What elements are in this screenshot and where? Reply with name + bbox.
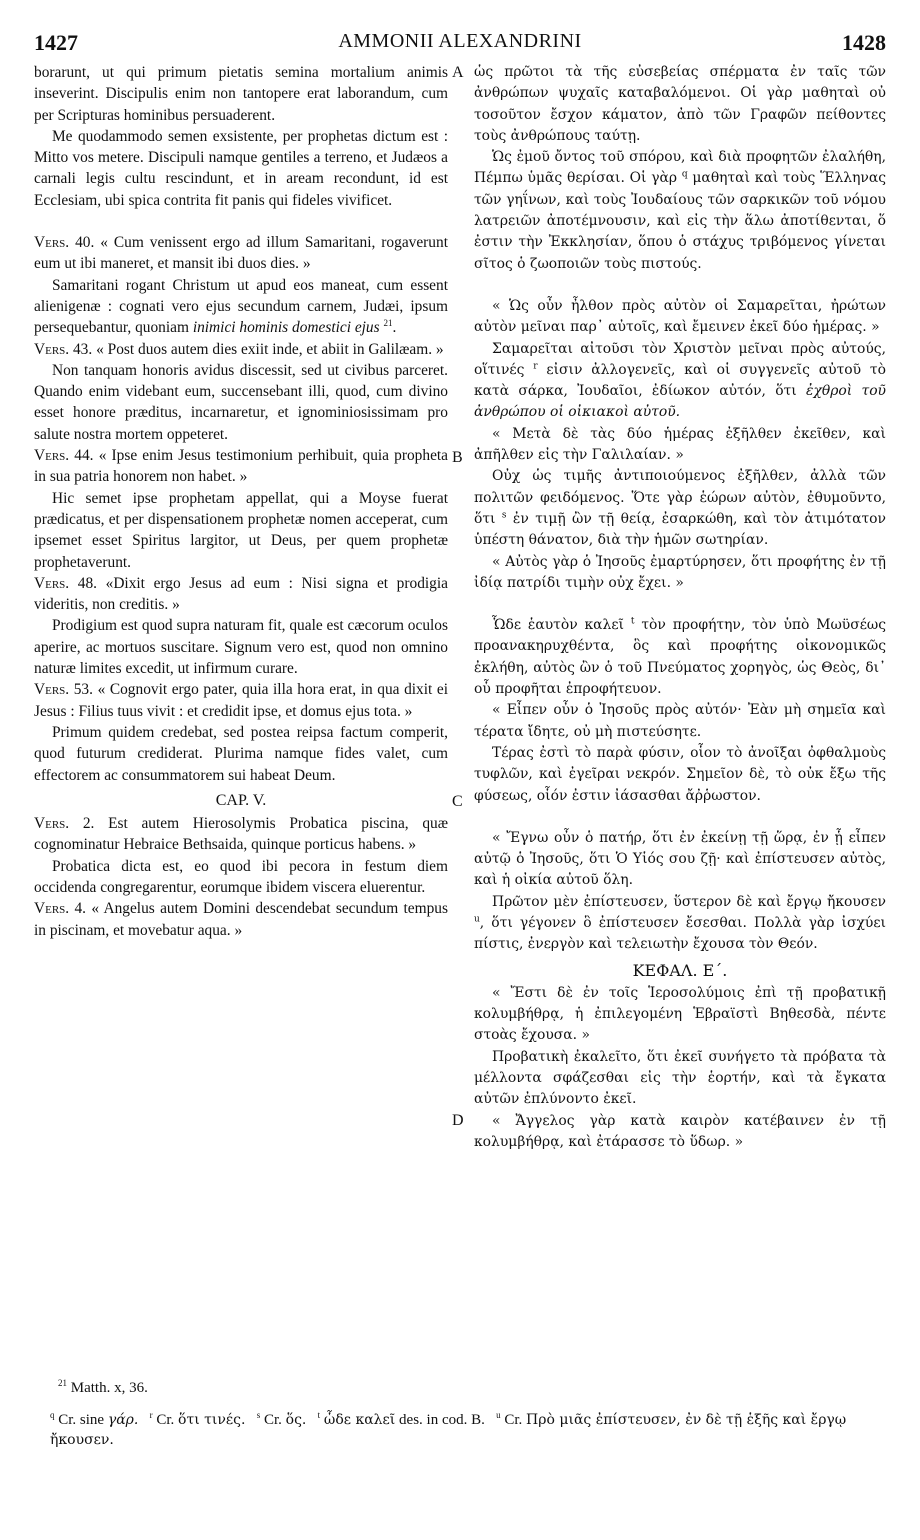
greek-paragraph xyxy=(474,339,886,424)
footnote-scripture xyxy=(58,1380,148,1397)
chapter-heading: CAP. V. xyxy=(215,791,267,809)
paragraph-text: Σαμαρεῖται αἰτοῦσι τὸν Χριστὸν μεῖναι πρὸς αὐτούς, οἵτινές xyxy=(474,340,886,378)
greek-column xyxy=(474,62,886,1153)
paragraph-text: Ὧδε ἑαυτὸν καλεῖ xyxy=(492,617,625,634)
latin-column xyxy=(34,62,448,941)
variant-mark: t xyxy=(317,1410,321,1420)
footnote-ref: t xyxy=(630,616,635,627)
variant-greek: ὧδε καλεῖ xyxy=(323,1412,396,1428)
paragraph-text: Οὐχ ὡς τιμῆς ἀντιποιούμενος ἐξῆλθεν, ἀλλὰ τῶν πολιτῶν φειδόμενος. Ὅτε γὰρ ἑώρων αὐτὸν, ἐθυμοῦντο, ὅτι xyxy=(474,468,886,527)
latin-paragraph: Non tanquam honoris avidus discessit, sed ut civibus parceret. Quando enim videbant eum, succensebant illi, quod, cum divino esset honore præditus, incarnaretur, et ignominiosissimam pro salute nostra mortem oppeteret. xyxy=(34,361,448,443)
variant-latin: Cr. xyxy=(156,1412,175,1428)
variant-item xyxy=(50,1412,138,1428)
verse-text: « Cognovit ergo pater, quia illa hora erat, in qua dixit ei Jesus : Filius tuus vivit : et credidit ipse, et domus ejus tota. » xyxy=(34,681,448,720)
greek-verse: « Μετὰ δὲ τὰς δύο ἡμέρας ἐξῆλθεν ἐκεῖθεν, καὶ ἀπῆλθεν εἰς τὴν Γαλιλαίαν. » xyxy=(474,425,886,464)
greek-verse: « Ἄγγελος γὰρ κατὰ καιρὸν κατέβαινεν ἐν τῇ κολυμβήθρᾳ, καὶ ἐτάρασσε τὸ ὕδωρ. » xyxy=(474,1112,886,1150)
greek-paragraph xyxy=(474,615,886,700)
latin-paragraph: Hic semet ipse prophetam appellat, qui a Moyse fuerat prædicatus, et per dispensationem prophetæ nomen acceperat, cum ipsemet esset Spiritus largitor, ut Deus, per quem prophetæ prophetaverunt. xyxy=(34,489,448,571)
footnote-number: 21 xyxy=(58,1378,67,1388)
paragraph-text: τὸν προφήτην, τὸν ὑπὸ Μωϋσέως προανακηρυχθέντα, ὃς καὶ προφήτης οἰκονομικῶς ἐκλήθη, αὐτὸς ὢν ὁ τοῦ Πνεύματος χορηγὸς, ὡς Θεὸς, δι᾽ οὗ προφῆται ἐπροφήτευον. xyxy=(474,617,887,698)
verse-label: Vers. 2. xyxy=(34,815,95,833)
paragraph-text: Πρῶτον μὲν ἐπίστευσεν, ὕστερον δὲ καὶ ἔργῳ ἤκουσεν xyxy=(492,893,886,910)
variant-mark: u xyxy=(496,1410,501,1420)
variant-greek: ὅς. xyxy=(285,1412,307,1428)
variant-mark: r xyxy=(149,1410,153,1420)
variant-mark: s xyxy=(256,1410,261,1420)
latin-verse xyxy=(34,445,448,488)
running-title: AMMONII ALEXANDRINI xyxy=(338,30,582,52)
footnote-ref: q xyxy=(681,169,688,180)
page-number-right: 1428 xyxy=(842,30,886,55)
latin-paragraph: Primum quidem credebat, sed postea reipsa factum comperit, quod futurum crediderat. Plurima namque fides valet, cum effectorem ac consummatorem sui habeat Deum. xyxy=(34,723,448,784)
greek-verse: « Ἔγνω οὖν ὁ πατήρ, ὅτι ἐν ἐκείνῃ τῇ ὥρᾳ, ἐν ᾗ εἶπεν αὐτῷ ὁ Ἰησοῦς, ὅτι Ὁ Υἱός σου ζῇ· καὶ ἐπίστευσεν αὐτὸς, καὶ ἡ οἰκία αὐτοῦ ὅλη. xyxy=(474,829,886,889)
italic-quote: ἐχθροὶ τοῦ ἀνθρώπου οἱ οἰκιακοὶ αὐτοῦ. xyxy=(474,383,887,421)
paragraph-text: Samaritani rogant Christum ut apud eos maneat, cum essent alienigenæ : cognati vero ejus secundum carnem, Judæi, ipsum persequebantur, quoniam xyxy=(34,276,448,337)
latin-verse xyxy=(34,898,448,941)
latin-verse xyxy=(34,573,448,616)
variant-greek: γάρ. xyxy=(107,1412,139,1428)
footnote-text: Matth. x, 36. xyxy=(70,1380,148,1396)
latin-paragraph: Samaritani rogant Christum ut apud eos maneat, cum essent alienigenæ : cognati vero ejus secundum carnem, Judæi, ipsum persequebantur, quoniam inimici hominis domestici ejus $^{21}$. xyxy=(34,276,448,337)
footnote-ref: s xyxy=(501,510,507,521)
greek-verse: « Ἔστι δὲ ἐν τοῖς Ἱεροσολύμοις ἐπὶ τῇ προβατικῇ κολυμβήθρᾳ, ἡ ἐπιλεγομένη Ἑβραϊστὶ Βηθεσδὰ, πέντε στοὰς ἔχουσα. » xyxy=(474,984,886,1044)
variant-latin: Cr. sine xyxy=(58,1412,105,1428)
latin-paragraph: borarunt, ut qui primum pietatis semina mortalium animis inseverint. Discipulis enim non tantopere erat laborandum, cum per Scripturas hominibus persuaderent. xyxy=(34,64,448,124)
paragraph-text: Ὡς ἐμοῦ ὄντος τοῦ σπόρου, καὶ διὰ προφητῶν ἐλαλήθη, Πέμπω ὑμᾶς θερίσαι. Οἱ γὰρ xyxy=(474,149,886,187)
latin-paragraph: Prodigium est quod supra naturam fit, quale est cæcorum oculos aperire, ac mortuos suscitare. Signum vero est, quod non omnino naturæ limites excedit, ut infirmum curare. xyxy=(34,617,448,678)
paragraph-text: εἰσιν ἀλλογενεῖς, καὶ οἱ συγγενεῖς αὐτοῦ τὸ κατὰ σάρκα, Ἰουδαῖοι, ἐδίωκον αὐτόν, ὅτι xyxy=(474,361,886,400)
greek-paragraph: Προβατικὴ ἐκαλεῖτο, ὅτι ἐκεῖ συνήγετο τὰ πρόβατα τὰ μέλλοντα σφάζεσθαι εἰς τὴν ἑορτήν, καὶ τὰ ἔγκατα αὐτῶν ἐπλύνοντο ἐκεῖ. xyxy=(474,1048,886,1108)
variant-greek: ὅτι τινές. xyxy=(178,1412,246,1428)
variant-greek: Πρὸ μιᾶς ἐπίστευσεν, ἐν δὲ τῇ ἑξῆς καὶ ἔργῳ ἤκουσεν. xyxy=(50,1412,847,1448)
page-header xyxy=(34,30,886,60)
latin-verse xyxy=(34,339,448,360)
footnote-ref: u xyxy=(474,914,480,925)
verse-label: Vers. 40. xyxy=(34,234,95,252)
verse-label: Vers. 48. xyxy=(34,574,97,592)
page-number-left: 1427 xyxy=(34,30,78,55)
footnote-ref: 21 xyxy=(383,318,393,329)
variant-readings xyxy=(50,1410,900,1450)
chapter-heading: ΚΕΦΑΛ. Ε΄. xyxy=(632,960,728,980)
latin-paragraph: Me quodammodo semen exsistente, per prophetas dictum est : Mitto vos metere. Discipuli namque gentiles a terreno, et Judæos a carnali legis cultu rescindunt, et in aream recondunt, id est Ecclesiam, ubi spica contrita fit panis qui fideles vivificet. xyxy=(34,127,448,209)
greek-verse: « Αὐτὸς γὰρ ὁ Ἰησοῦς ἐμαρτύρησεν, ὅτι προφήτης ἐν τῇ ἰδίᾳ πατρίδι τιμὴν οὐχ ἔχει. » xyxy=(474,553,886,591)
variant-latin: des. in cod. B. xyxy=(399,1412,485,1428)
greek-paragraph: Τέρας ἐστὶ τὸ παρὰ φύσιν, οἷον τὸ ἀνοῖξαι ὀφθαλμοὺς τυφλῶν, καὶ ἐγεῖραι νεκρόν. Σημεῖον δὲ, τὸ οὐκ ἔξω τῆς φύσεως, οἷόν ἐστιν ἰάσασθαι ἄῤῥωστον. xyxy=(474,744,886,804)
verse-label: Vers. 43. xyxy=(34,340,93,358)
variant-latin: Cr. xyxy=(263,1412,282,1428)
paragraph-text: ἐν τιμῇ ὢν τῇ θείᾳ, ἐσαρκώθη, καὶ τὸν ἀτιμότατον ὑπέστη θάνατον, διὰ τὴν ἡμῶν σωτηρίαν. xyxy=(474,510,886,549)
verse-label: Vers. 44. xyxy=(34,447,94,465)
verse-label: Vers. 53. xyxy=(34,681,93,699)
margin-letter-b: B xyxy=(452,449,463,466)
margin-letter-c: C xyxy=(452,793,463,810)
verse-text: « Cum venissent ergo ad illum Samaritani, rogaverunt eum ut ibi maneret, et mansit ibi duos dies. » xyxy=(34,234,448,273)
paragraph-text: , ὅτι γέγονεν ὃ ἐπίστευσεν ἔσεσθαι. Πολλὰ γὰρ ἰσχύει πίστις, ἐνεργὸν καὶ τελειωτὴν ἔχουσα τὸν Θεόν. xyxy=(474,914,886,953)
verse-text: « Post duos autem dies exiit inde, et abiit in Galilæam. » xyxy=(96,340,444,358)
italic-quote: inimici hominis domestici ejus xyxy=(192,319,380,337)
greek-paragraph xyxy=(474,892,886,956)
latin-verse xyxy=(34,813,448,856)
verse-text: Est autem Hierosolymis Probatica piscina, quæ cognominatur Hebraice Bethsaida, quinque porticus habens. » xyxy=(34,815,448,854)
verse-text: « Ipse enim Jesus testimonium perhibuit, quia propheta in sua patria honorem non habet. » xyxy=(34,447,449,486)
latin-verse xyxy=(34,232,448,275)
greek-paragraph xyxy=(474,147,886,275)
footnote-ref: r xyxy=(533,361,538,372)
greek-paragraph xyxy=(474,466,886,551)
margin-letter-a: A xyxy=(452,64,464,81)
verse-label: Vers. 4. xyxy=(34,900,86,918)
variant-item xyxy=(257,1412,307,1428)
variant-item xyxy=(150,1412,246,1428)
verse-text: «Dixit ergo Jesus ad eum : Nisi signa et prodigia videritis, non creditis. » xyxy=(34,574,448,614)
verse-text: « Angelus autem Domini descendebat secundum tempus in piscinam, et movebatur aqua. » xyxy=(34,900,448,939)
greek-paragraph: ὡς πρῶτοι τὰ τῆς εὐσεβείας σπέρματα ἐν ταῖς τῶν ἀνθρώπων ψυχαῖς καταβαλόμενοι. Οἱ γὰρ μαθηταὶ οὐ τοσοῦτον ἔσχον κάματον, ἀπὸ τῶν Γραφῶν πείθοντες τοὺς ἀνθρώπους ταύτῃ. xyxy=(474,64,886,144)
variant-latin: Cr. xyxy=(504,1412,523,1428)
greek-verse: « Εἶπεν οὖν ὁ Ἰησοῦς πρὸς αὐτόν· Ἐὰν μὴ σημεῖα καὶ τέρατα ἴδητε, οὐ μὴ πιστεύσητε. xyxy=(474,702,886,740)
paragraph-text: μαθηταὶ καὶ τοὺς Ἕλληνας τῶν γηΐνων, καὶ τοὺς Ἰουδαίους τῶν σαρκικῶν τοῦ νόμου λατρειῶν ἀποτέμνουσιν, καὶ εἰς τὴν ἅλω ἀποτίθενται, ὅ ἐστιν τὴν Ἐκκλησίαν, ὅπου ὁ στάχυς τριβόμενος γίνεται σῖτος ὁ ζωοποιῶν τοὺς πιστούς. xyxy=(474,170,886,272)
latin-paragraph: Probatica dicta est, eo quod ibi pecora in festum diem occidenda congregarentur, eorumque ibidem viscera eluerentur. xyxy=(34,857,448,896)
variant-item xyxy=(318,1412,485,1428)
variant-mark: q xyxy=(50,1410,55,1420)
latin-verse xyxy=(34,679,448,722)
margin-letter-d: D xyxy=(452,1112,464,1129)
greek-verse: « Ὡς οὖν ἦλθον πρὸς αὐτὸν οἱ Σαμαρεῖται, ἠρώτων αὐτὸν μεῖναι παρ᾽ αὐτοῖς, καὶ ἔμεινεν ἐκεῖ δύο ἡμέρας. » xyxy=(474,297,886,336)
